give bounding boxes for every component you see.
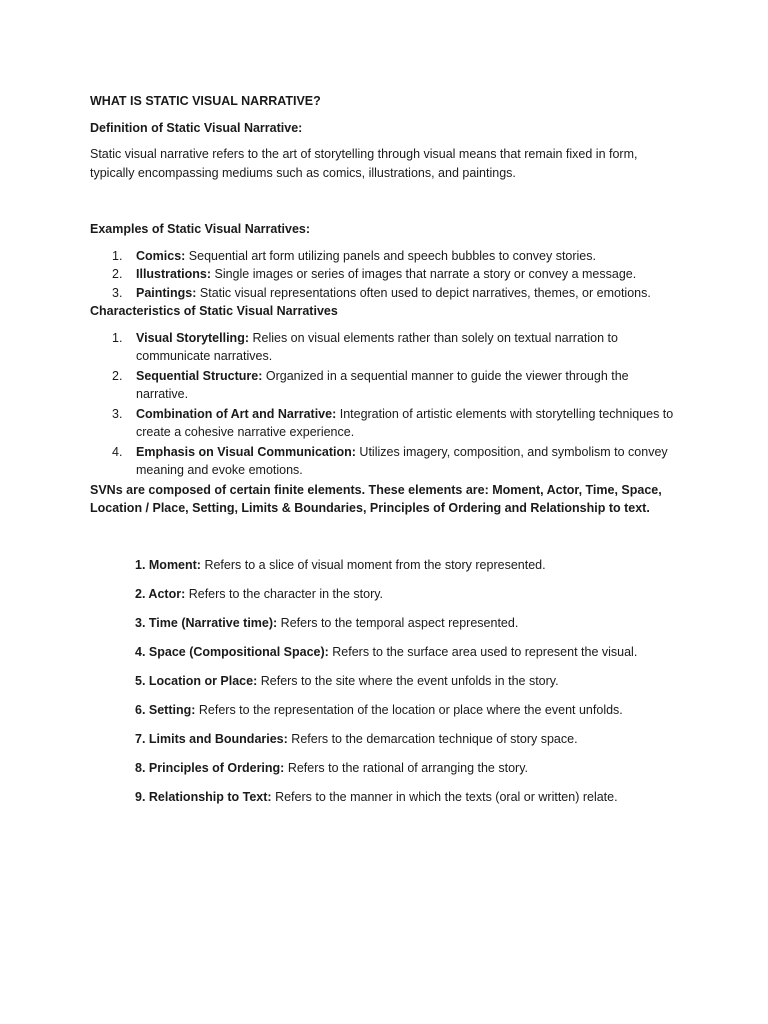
list-item — [90, 329, 680, 366]
element-term: 7. Limits and Boundaries: — [135, 731, 288, 746]
list-text: Static visual representations often used to depict narratives, themes, or emotions. — [196, 285, 651, 300]
list-number: 4. — [112, 444, 123, 459]
list-number: 3. — [112, 285, 123, 300]
list-item — [90, 405, 680, 442]
element-term: 6. Setting: — [135, 702, 196, 717]
characteristics-heading: Characteristics of Static Visual Narratives — [90, 304, 338, 318]
element-text: Refers to the surface area used to represent the visual. — [328, 644, 638, 659]
list-item — [90, 367, 680, 404]
element-term: 5. Location or Place: — [135, 673, 258, 688]
examples-list — [90, 247, 680, 303]
list-number: 1. — [112, 248, 123, 263]
characteristics-list — [90, 329, 680, 480]
list-number: 3. — [112, 406, 123, 421]
list-number: 1. — [112, 330, 123, 345]
list-term: Emphasis on Visual Communication: — [136, 444, 356, 459]
list-item — [90, 701, 680, 720]
list-text: Relies on visual elements rather than solely on textual narration to communicate narratives. — [136, 330, 618, 363]
element-text: Refers to the demarcation technique of story space. — [287, 731, 578, 746]
svn-intro: SVNs are composed of certain finite elements. These elements are: Moment, Actor, Time, Space, Location / Place, Setting, Limits & Boundaries, Principles of Ordering and Relationship to text. — [90, 482, 662, 515]
element-text: Refers to the representation of the location or place where the event unfolds. — [195, 702, 623, 717]
list-item — [90, 643, 680, 662]
list-term: Paintings: — [136, 285, 197, 300]
element-text: Refers to the temporal aspect represented. — [277, 615, 519, 630]
list-text: Single images or series of images that narrate a story or convey a message. — [211, 267, 637, 281]
list-text: Integration of artistic elements with storytelling techniques to create a cohesive narrative experience. — [136, 406, 674, 439]
list-number: 2. — [112, 368, 123, 383]
definition-text: Static visual narrative refers to the art of storytelling through visual means that remain fixed in form, typically encompassing mediums such as comics, illustrations, and paintings. — [90, 147, 638, 180]
document-title: WHAT IS STATIC VISUAL NARRATIVE? — [90, 94, 321, 108]
examples-heading: Examples of Static Visual Narratives: — [90, 222, 311, 236]
list-item — [90, 614, 680, 633]
document-page — [90, 92, 680, 817]
list-term: Visual Storytelling: — [136, 330, 249, 345]
element-term: 9. Relationship to Text: — [135, 789, 272, 804]
element-text: Refers to a slice of visual moment from the story represented. — [200, 557, 546, 572]
list-item — [90, 672, 680, 691]
definition-heading: Definition of Static Visual Narrative: — [90, 120, 303, 135]
list-term: Sequential Structure: — [136, 368, 263, 383]
list-term: Comics: — [136, 248, 186, 263]
list-item — [90, 265, 680, 284]
element-term: 1. Moment: — [135, 557, 201, 572]
element-text: Refers to the manner in which the texts (oral or written) relate. — [271, 789, 618, 804]
element-term: 8. Principles of Ordering: — [135, 760, 285, 775]
element-text: Refers to the rational of arranging the story. — [284, 760, 528, 775]
list-term: Combination of Art and Narrative: — [136, 406, 337, 421]
list-item — [90, 247, 680, 266]
list-item — [90, 730, 680, 749]
list-item — [90, 759, 680, 778]
list-item — [90, 284, 680, 303]
list-text: Sequential art form utilizing panels and speech bubbles to convey stories. — [185, 248, 596, 263]
list-number: 2. — [112, 267, 123, 281]
list-item — [90, 788, 680, 807]
list-item — [90, 585, 680, 604]
elements-list — [90, 556, 680, 807]
element-term: 4. Space (Compositional Space): — [135, 644, 329, 659]
element-term: 2. Actor: — [135, 586, 186, 601]
element-term: 3. Time (Narrative time): — [135, 615, 278, 630]
list-text: Utilizes imagery, composition, and symbolism to convey meaning and evoke emotions. — [136, 444, 668, 477]
list-term: Illustrations: — [136, 267, 212, 281]
element-text: Refers to the site where the event unfolds in the story. — [257, 673, 559, 688]
element-text: Refers to the character in the story. — [185, 586, 384, 601]
list-item — [90, 443, 680, 480]
list-item — [90, 556, 680, 575]
list-text: Organized in a sequential manner to guide the viewer through the narrative. — [136, 368, 629, 401]
